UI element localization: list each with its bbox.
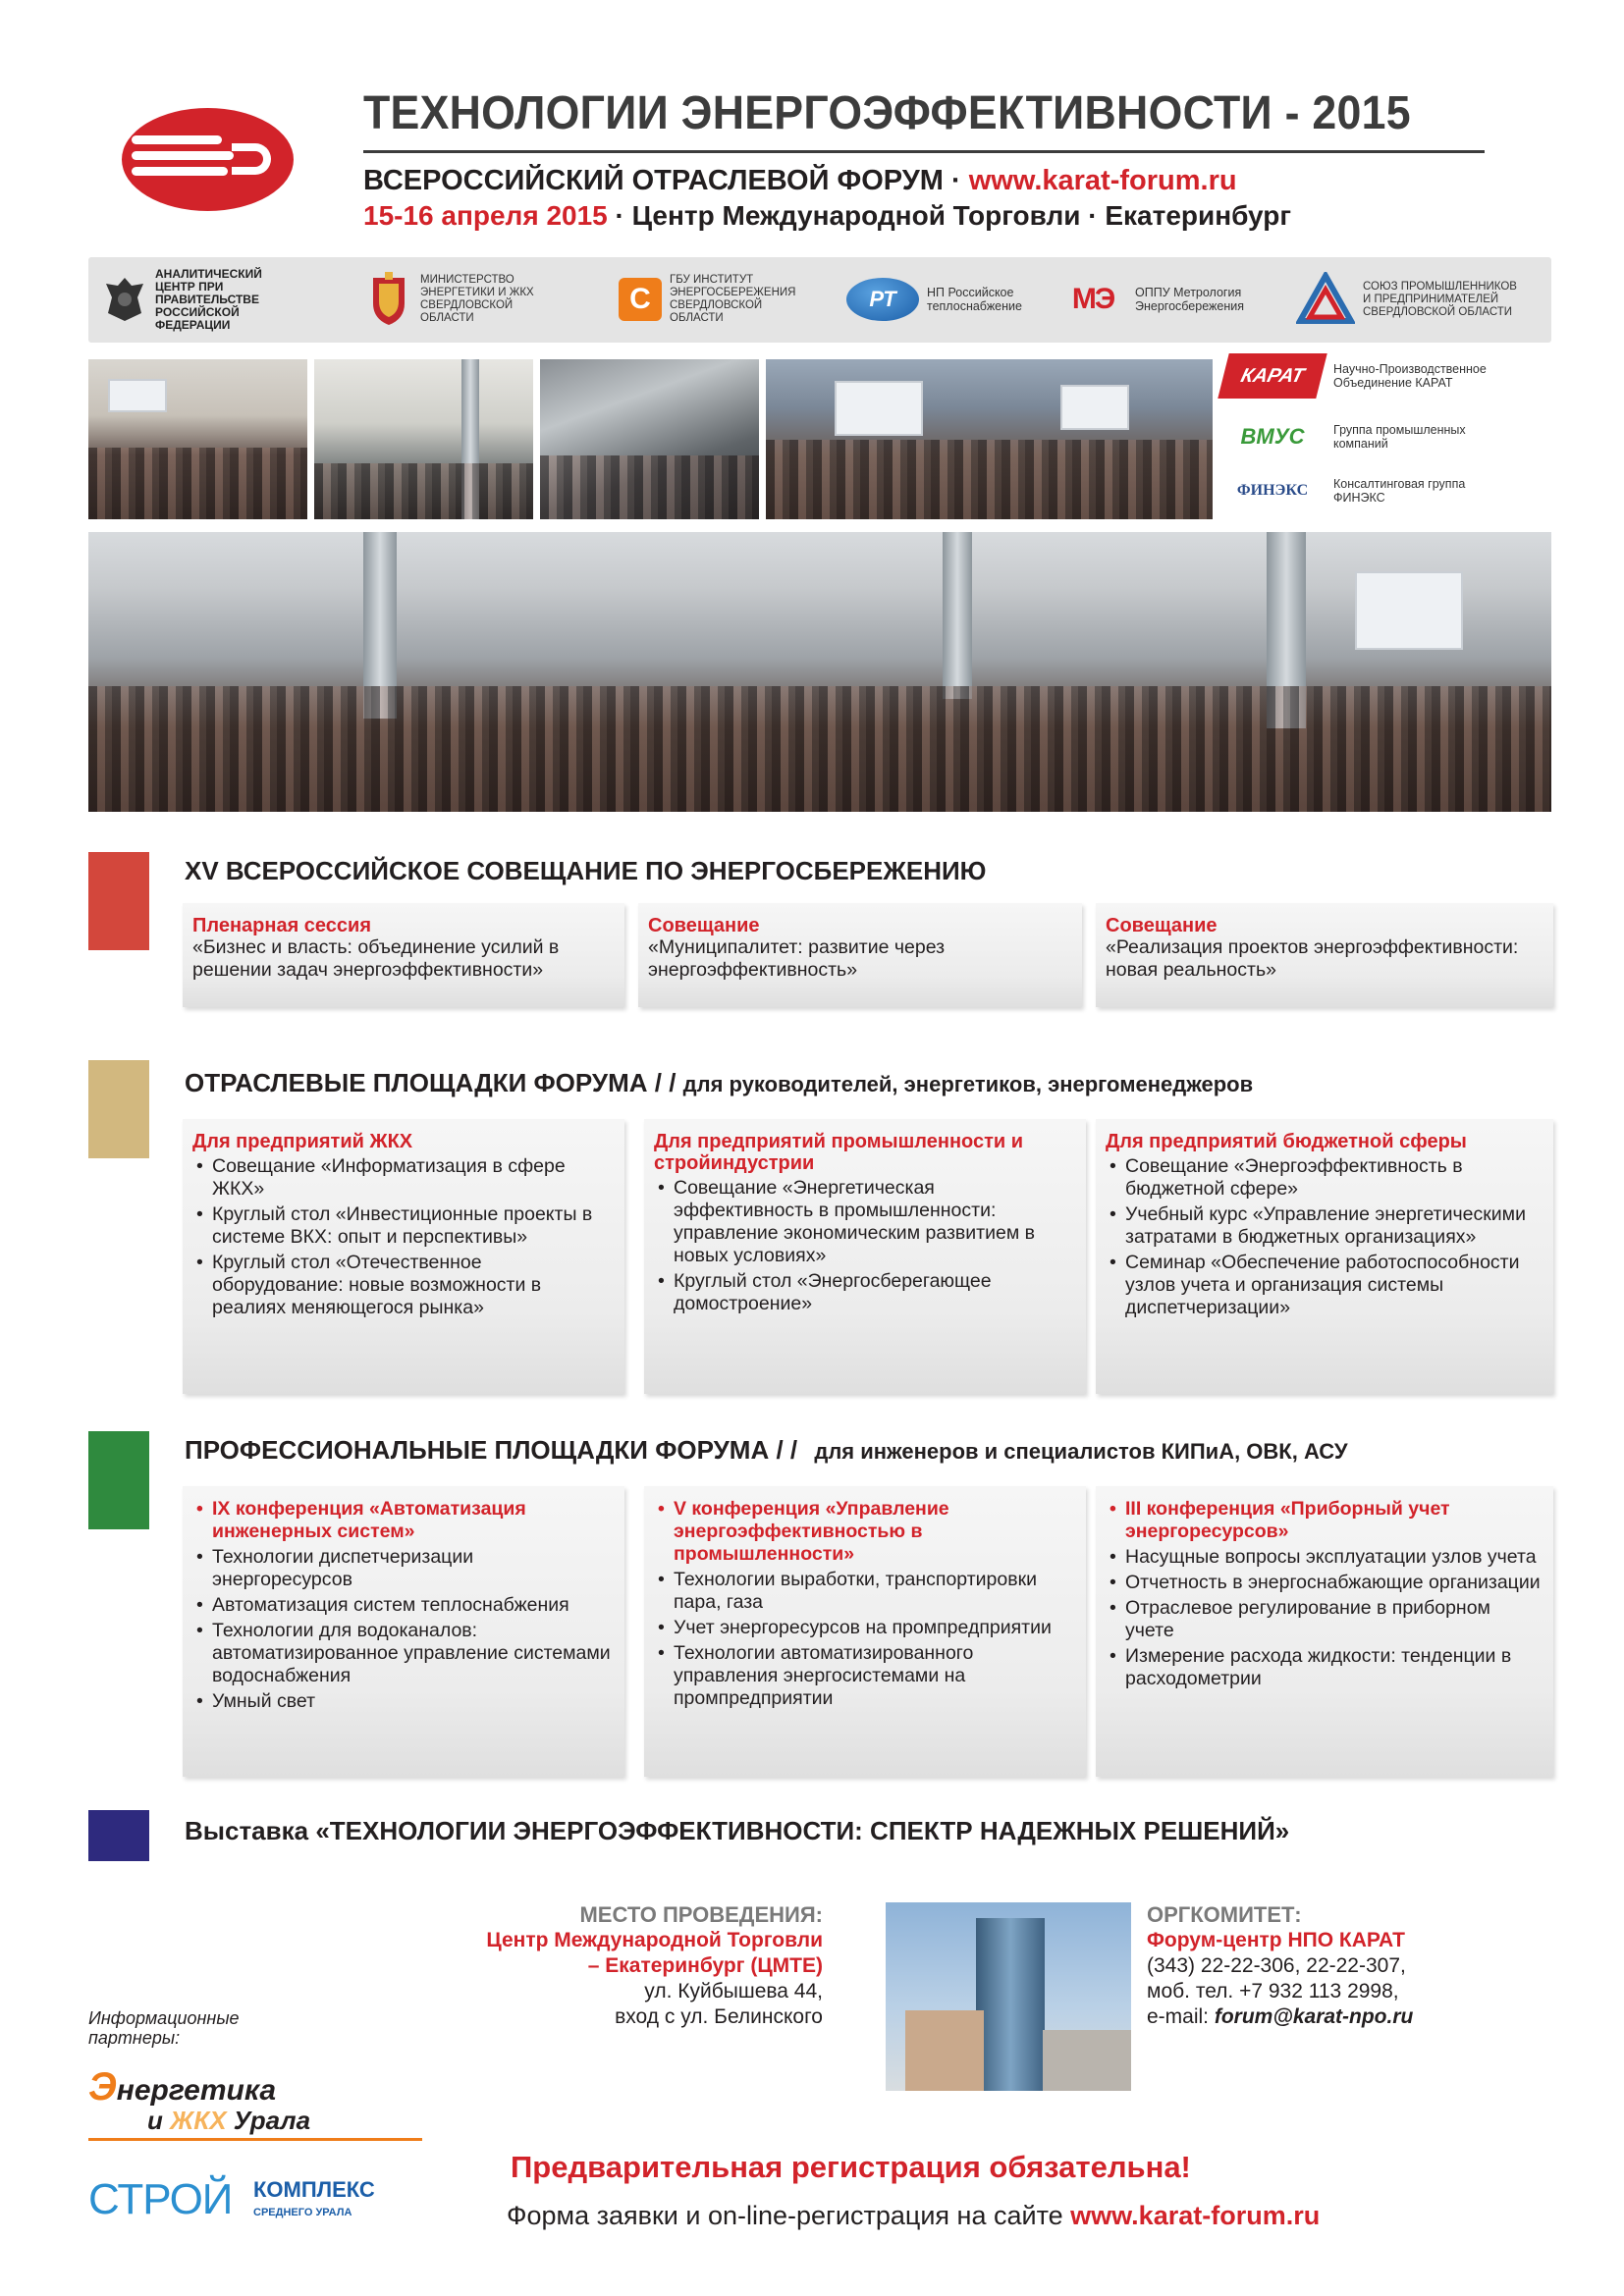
card-text: «Муниципалитет: развитие через энергоэффективность» xyxy=(648,936,946,981)
registration-url-link[interactable]: www.karat-forum.ru xyxy=(1070,2201,1321,2230)
logo-word: ЖКХ xyxy=(170,2106,227,2135)
list-item: • Отраслевое регулирование в приборном учете xyxy=(1106,1597,1543,1642)
conference-card xyxy=(183,1486,624,1777)
card-text: «Бизнес и власть: объединение усилий в решении задач энергоэффективности» xyxy=(192,936,560,981)
section-title-text: ПРОФЕССИОНАЛЬНЫЕ ПЛОЩАДКИ ФОРУМА / / xyxy=(185,1435,798,1465)
org-email-line xyxy=(1147,2004,1520,2030)
org-committee-block xyxy=(1147,1902,1520,2030)
card-text: «Реализация проектов энергоэффективности: новая реальность» xyxy=(1106,936,1519,981)
org-label: ОРГКОМИТЕТ: xyxy=(1147,1902,1302,1927)
section-audience-note: для инженеров и специалистов КИПиА, ОВК, АСУ xyxy=(814,1439,1348,1464)
card-title: • V конференция «Управление энергоэффективностью в промышленности» xyxy=(654,1498,1076,1566)
photo-main-hall xyxy=(88,532,1551,812)
list-item: • Круглый стол «Энергосберегающее домостроение» xyxy=(654,1270,1076,1315)
email-label: e-mail: xyxy=(1147,2005,1215,2028)
rt-logo-icon: РТ xyxy=(846,278,919,321)
list-item: • Совещание «Энергетическая эффективность в промышленности: управление экономическим развитием в новых условиях» xyxy=(654,1177,1076,1267)
list-item: • Технологии автоматизированного управления энергосистемами на промпредприятии xyxy=(654,1642,1076,1710)
section-title-text: ОТРАСЛЕВЫЕ ПЛОЩАДКИ ФОРУМА / / xyxy=(185,1068,677,1097)
list-item: • Технологии диспетчеризации энергоресурсов xyxy=(192,1546,615,1591)
photo-audience xyxy=(88,448,307,519)
registration-title: Предварительная регистрация обязательна! xyxy=(511,2150,1191,2184)
card-title: Для предприятий промышленности и стройиндустрии xyxy=(654,1131,1024,1174)
card-list xyxy=(654,1498,1076,1710)
institute-logo-icon: С xyxy=(619,278,662,321)
me-logo-icon: МЭ xyxy=(1071,283,1114,315)
vmus-logo-icon: ВМУС xyxy=(1240,424,1305,449)
section-audience-note: для руководителей, энергетиков, энергоменеджеров xyxy=(682,1072,1254,1096)
photo-building xyxy=(905,2010,984,2091)
info-partners-label xyxy=(88,2008,240,2048)
logo-word: СТРОЙ xyxy=(88,2175,233,2223)
page-title: ТЕХНОЛОГИИ ЭНЕРГОЭФФЕКТИВНОСТИ - 2015 xyxy=(363,87,1411,139)
card-list xyxy=(1106,1155,1543,1319)
photo-audience xyxy=(766,440,1213,520)
track-card xyxy=(1096,1119,1553,1394)
list-item: • Измерение расхода жидкости: тенденции в расходометрии xyxy=(1106,1645,1543,1690)
section-title xyxy=(185,1435,1348,1466)
organizer-vmus xyxy=(1223,420,1490,454)
list-item: • Насущные вопросы эксплуатации узлов учета xyxy=(1106,1546,1543,1569)
forum-logo xyxy=(122,108,294,211)
partner-industrialists-union xyxy=(1296,267,1520,332)
organizer-karat xyxy=(1223,353,1490,399)
org-phone: (343) 22-22-306, 22-22-307, xyxy=(1147,1954,1406,1977)
forum-url-link[interactable]: www.karat-forum.ru xyxy=(968,165,1237,196)
venue-block xyxy=(363,1902,823,2030)
logo-letter: Э xyxy=(88,2065,117,2109)
logo-arc-icon xyxy=(232,143,271,175)
card-title: Совещание xyxy=(648,915,760,936)
logo-word: СРЕДНЕГО УРАЛА xyxy=(253,2207,352,2218)
logo-stripe xyxy=(132,151,234,160)
forum-location: · Центр Международной Торговли · Екатеринбург xyxy=(615,200,1292,231)
list-item: • Семинар «Обеспечение работоспособности узлов учета и организация системы диспетчеризации» xyxy=(1106,1252,1543,1319)
venue-name: Центр Международной Торговли xyxy=(486,1929,823,1951)
list-item: • Учет энергоресурсов на промпредприятии xyxy=(654,1617,1076,1639)
energetika-logo xyxy=(88,2065,422,2142)
section-title xyxy=(185,1068,1253,1098)
section-title: XV ВСЕРОССИЙСКОЕ СОВЕЩАНИЕ ПО ЭНЕРГОСБЕРЕЖЕНИЮ xyxy=(185,856,987,885)
photo-tower xyxy=(976,1918,1045,2091)
partner-text: МИНИСТЕРСТВО ЭНЕРГЕТИКИ И ЖКХ СВЕРДЛОВСКОЙ ОБЛАСТИ xyxy=(420,274,534,324)
card-list xyxy=(654,1177,1076,1315)
partner-text: ОППУ Метрология Энергосбережения xyxy=(1135,286,1244,313)
photo-pillar xyxy=(943,532,972,699)
venue-address: ул. Куйбышева 44, xyxy=(644,1980,823,2002)
card-title: Совещание xyxy=(1106,915,1218,936)
photo-conference-hall-1 xyxy=(88,359,307,519)
logo-stripe xyxy=(132,167,228,176)
session-card xyxy=(183,903,624,1007)
energetika-logo-line1 xyxy=(88,2065,422,2109)
list-item: • Технологии для водоканалов: автоматизированное управление системами водоснабжения xyxy=(192,1620,615,1687)
photo-visitors xyxy=(540,455,759,519)
card-list xyxy=(192,1155,615,1319)
track-card xyxy=(644,1119,1086,1394)
subtitle-text: ВСЕРОССИЙСКИЙ ОТРАСЛЕВОЙ ФОРУМ · xyxy=(363,165,961,196)
session-card xyxy=(1096,903,1553,1007)
logo-word: КОМПЛЕКС xyxy=(253,2177,375,2202)
list-item: • Технологии выработки, транспортировки пара, газа xyxy=(654,1569,1076,1614)
photo-exhibition-2 xyxy=(540,359,759,519)
card-list xyxy=(192,1498,615,1713)
conference-card xyxy=(1096,1486,1553,1777)
organizer-text: Группа промышленных компаний xyxy=(1333,423,1466,451)
photo-screen xyxy=(835,381,923,436)
list-item: • Автоматизация систем теплоснабжения xyxy=(192,1594,615,1617)
card-title: • III конференция «Приборный учет энергоресурсов» xyxy=(1106,1498,1543,1543)
section-marker-gold xyxy=(88,1060,149,1158)
org-name: Форум-центр НПО КАРАТ xyxy=(1147,1929,1405,1951)
registration-text: Форма заявки и on-line-регистрация на сайте xyxy=(507,2201,1071,2230)
logo-word: и xyxy=(147,2106,171,2135)
photo-visitors xyxy=(314,463,533,519)
partner-metrology xyxy=(1058,267,1253,332)
forum-date: 15-16 апреля 2015 xyxy=(363,200,608,231)
email-link[interactable]: forum@karat-npo.ru xyxy=(1214,2005,1414,2028)
partner-text: ГБУ ИНСТИТУТ ЭНЕРГОСБЕРЕЖЕНИЯ СВЕРДЛОВСКОЙ ОБЛАСТИ xyxy=(670,274,796,324)
partner-energy-institute xyxy=(619,267,796,332)
partner-bar xyxy=(88,257,1551,343)
list-item: • Круглый стол «Отечественное оборудование: новые возможности в реалиях меняющегося рынка» xyxy=(192,1252,615,1319)
list-item: • Совещание «Энергоэффективность в бюджетной сфере» xyxy=(1106,1155,1543,1201)
logo-stripe xyxy=(132,135,222,144)
card-list xyxy=(1106,1498,1543,1690)
venue-label: МЕСТО ПРОВЕДЕНИЯ: xyxy=(579,1902,823,1927)
card-title: • IX конференция «Автоматизация инженерных систем» xyxy=(192,1498,615,1543)
stroykompleks-logo xyxy=(88,2169,383,2238)
photo-screen xyxy=(108,379,167,412)
partner-analytic-center xyxy=(102,267,293,332)
energetika-logo-line2 xyxy=(88,2107,422,2134)
partner-text: НП Российское теплоснабжение xyxy=(927,286,1022,313)
card-title: Пленарная сессия xyxy=(192,915,371,936)
section-title: Выставка «ТЕХНОЛОГИИ ЭНЕРГОЭФФЕКТИВНОСТИ: СПЕКТР НАДЕЖНЫХ РЕШЕНИЙ» xyxy=(185,1816,1290,1845)
info-partners-text: партнеры: xyxy=(88,2028,181,2048)
photo-screen xyxy=(1060,385,1129,430)
title-divider xyxy=(363,150,1485,153)
karat-logo-icon: КАРАТ xyxy=(1218,353,1326,399)
list-item: • Круглый стол «Инвестиционные проекты в системе ВКХ: опыт и перспективы» xyxy=(192,1203,615,1249)
section-marker-red xyxy=(88,852,149,950)
partner-text: СОЮЗ ПРОМЫШЛЕННИКОВ И ПРЕДПРИНИМАТЕЛЕЙ СВЕРДЛОВСКОЙ ОБЛАСТИ xyxy=(1363,280,1517,318)
organizer-text: Консалтинговая группа ФИНЭКС xyxy=(1333,477,1466,505)
org-mobile: моб. тел. +7 932 113 2998, xyxy=(1147,1980,1399,2002)
venue-address: вход с ул. Белинского xyxy=(615,2005,823,2028)
forum-subtitle xyxy=(363,165,1237,197)
organizer-finex xyxy=(1223,471,1500,510)
section-marker-green xyxy=(88,1431,149,1529)
track-card xyxy=(183,1119,624,1394)
conference-card xyxy=(644,1486,1086,1777)
logo-underline xyxy=(88,2138,422,2141)
list-item: • Совещание «Информатизация в сфере ЖКХ» xyxy=(192,1155,615,1201)
logo-word: Урала xyxy=(226,2106,311,2135)
partner-text: АНАЛИТИЧЕСКИЙ ЦЕНТР ПРИ ПРАВИТЕЛЬСТВЕ РОССИЙСКОЙ ФЕДЕРАЦИИ xyxy=(155,266,262,332)
list-item: • Умный свет xyxy=(192,1690,615,1713)
coat-of-arms-icon xyxy=(365,270,412,329)
card-title: Для предприятий ЖКХ xyxy=(192,1131,413,1152)
organizer-text: Научно-Производственное Объединение КАРАТ xyxy=(1333,362,1487,390)
info-partners-text: Информационные xyxy=(88,2008,240,2028)
list-item: • Учебный курс «Управление энергетическими затратами в бюджетных организациях» xyxy=(1106,1203,1543,1249)
finex-logo-icon: ФИНЭКС xyxy=(1236,482,1309,499)
photo-screen xyxy=(1355,571,1463,650)
photo-building xyxy=(1043,2030,1131,2091)
partner-rt xyxy=(846,267,1045,332)
venue-building-photo xyxy=(886,1902,1131,2091)
date-line xyxy=(363,200,1291,232)
union-logo-icon xyxy=(1296,272,1355,327)
photo-exhibition-1 xyxy=(314,359,533,519)
list-item: • Отчетность в энергоснабжающие организации xyxy=(1106,1572,1543,1594)
registration-line xyxy=(507,2201,1320,2231)
eagle-emblem-icon xyxy=(102,274,147,325)
venue-name: – Екатеринбург (ЦМТЕ) xyxy=(587,1954,823,1977)
card-title: Для предприятий бюджетной сферы xyxy=(1106,1131,1467,1152)
logo-word: нергетика xyxy=(116,2074,277,2107)
partner-ministry xyxy=(365,267,536,332)
photo-plenary-session xyxy=(766,359,1213,519)
photo-audience xyxy=(88,686,1551,812)
section-marker-blue xyxy=(88,1810,149,1861)
session-card xyxy=(638,903,1082,1007)
